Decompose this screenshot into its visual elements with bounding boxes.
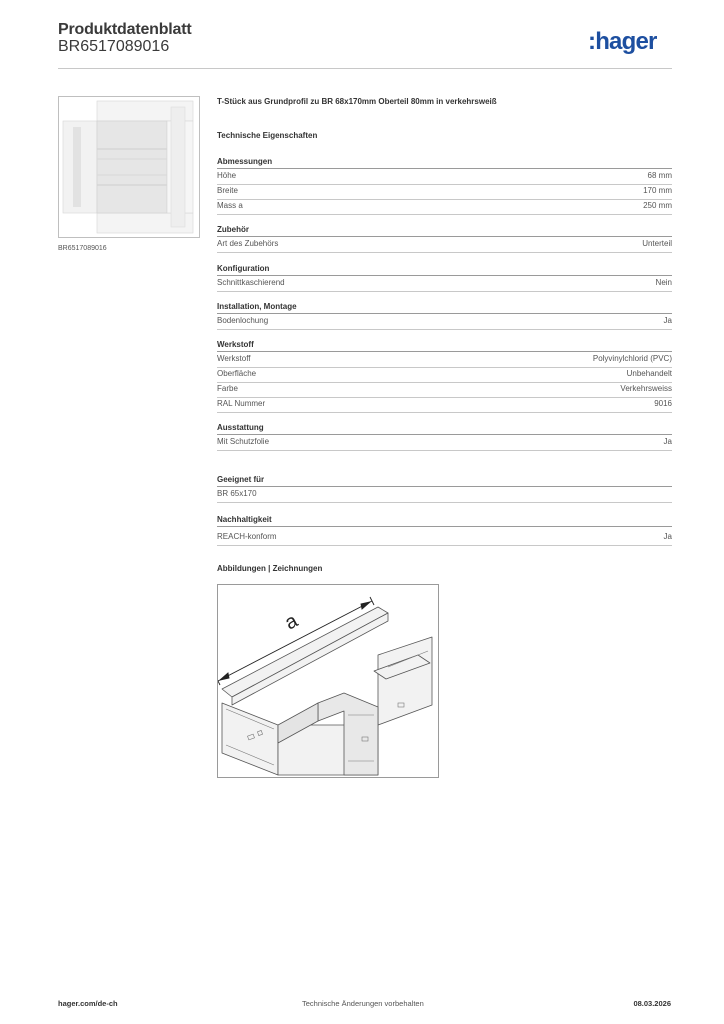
spec-value: Ja — [663, 316, 672, 325]
document-title: Produktdatenblatt — [58, 21, 192, 38]
spec-row — [217, 487, 672, 503]
section-title-nachhaltigkeit: Nachhaltigkeit — [217, 514, 672, 527]
spec-label: Farbe — [217, 384, 238, 393]
spec-value: 170 mm — [643, 186, 672, 195]
spec-value: Unterteil — [642, 239, 672, 248]
section-title-geeignet: Geeignet für — [217, 474, 672, 487]
spec-value: Ja — [663, 532, 672, 541]
spec-label: Bodenlochung — [217, 316, 269, 325]
spec-row — [217, 199, 672, 215]
technical-properties-heading: Technische Eigenschaften — [217, 131, 318, 140]
spec-label: BR 65x170 — [217, 489, 257, 498]
section-title-ausstattung: Ausstattung — [217, 422, 672, 435]
image-caption: BR6517089016 — [58, 245, 107, 252]
product-code: BR6517089016 — [58, 38, 170, 55]
spec-value: Polyvinylchlorid (PVC) — [592, 354, 672, 363]
spec-row — [217, 435, 672, 451]
product-image — [58, 96, 200, 238]
spec-row — [217, 237, 672, 253]
spec-row — [217, 184, 672, 200]
header-divider — [58, 68, 672, 69]
t-piece-drawing-icon — [218, 585, 438, 777]
spec-row — [217, 352, 672, 368]
spec-label: Breite — [217, 186, 238, 195]
spec-label: Werkstoff — [217, 354, 251, 363]
spec-value: Verkehrsweiss — [620, 384, 672, 393]
section-title-werkstoff: Werkstoff — [217, 339, 672, 352]
spec-label: REACH-konform — [217, 532, 277, 541]
drawings-heading: Abbildungen | Zeichnungen — [217, 564, 323, 573]
spec-label: Oberfläche — [217, 369, 257, 378]
product-description: T-Stück aus Grundprofil zu BR 68x170mm Oberteil 80mm in verkehrsweiß — [217, 97, 497, 106]
spec-label: Höhe — [217, 171, 237, 180]
section-title-zubehoer: Zubehör — [217, 224, 672, 237]
spec-row — [217, 314, 672, 330]
spec-row — [217, 397, 672, 413]
spec-row — [217, 382, 672, 398]
spec-row — [217, 367, 672, 383]
spec-value: Ja — [663, 437, 672, 446]
section-title-abmessungen: Abmessungen — [217, 156, 672, 169]
footer-website-link[interactable]: hager.com/de-ch — [58, 999, 118, 1008]
footer-disclaimer: Technische Änderungen vorbehalten — [302, 999, 424, 1008]
spec-label: Schnittkaschierend — [217, 278, 285, 287]
spec-row — [217, 530, 672, 546]
spec-value: 250 mm — [643, 201, 672, 210]
spec-value: Nein — [655, 278, 672, 287]
section-title-konfiguration: Konfiguration — [217, 263, 672, 276]
spec-row — [217, 276, 672, 292]
spec-label: Art des Zubehörs — [217, 239, 279, 248]
dimension-label-a: a — [281, 609, 302, 635]
hager-logo[interactable]: :hager — [588, 28, 657, 55]
spec-label: RAL Nummer — [217, 399, 266, 408]
spec-label: Mit Schutzfolie — [217, 437, 270, 446]
footer-date: 08.03.2026 — [633, 999, 671, 1008]
spec-value: 68 mm — [647, 171, 672, 180]
spec-value: 9016 — [654, 399, 672, 408]
spec-value: Unbehandelt — [626, 369, 672, 378]
t-piece-photo-icon — [59, 97, 199, 237]
section-title-installation: Installation, Montage — [217, 301, 672, 314]
technical-drawing — [217, 584, 439, 778]
spec-row — [217, 169, 672, 185]
spec-label: Mass a — [217, 201, 243, 210]
